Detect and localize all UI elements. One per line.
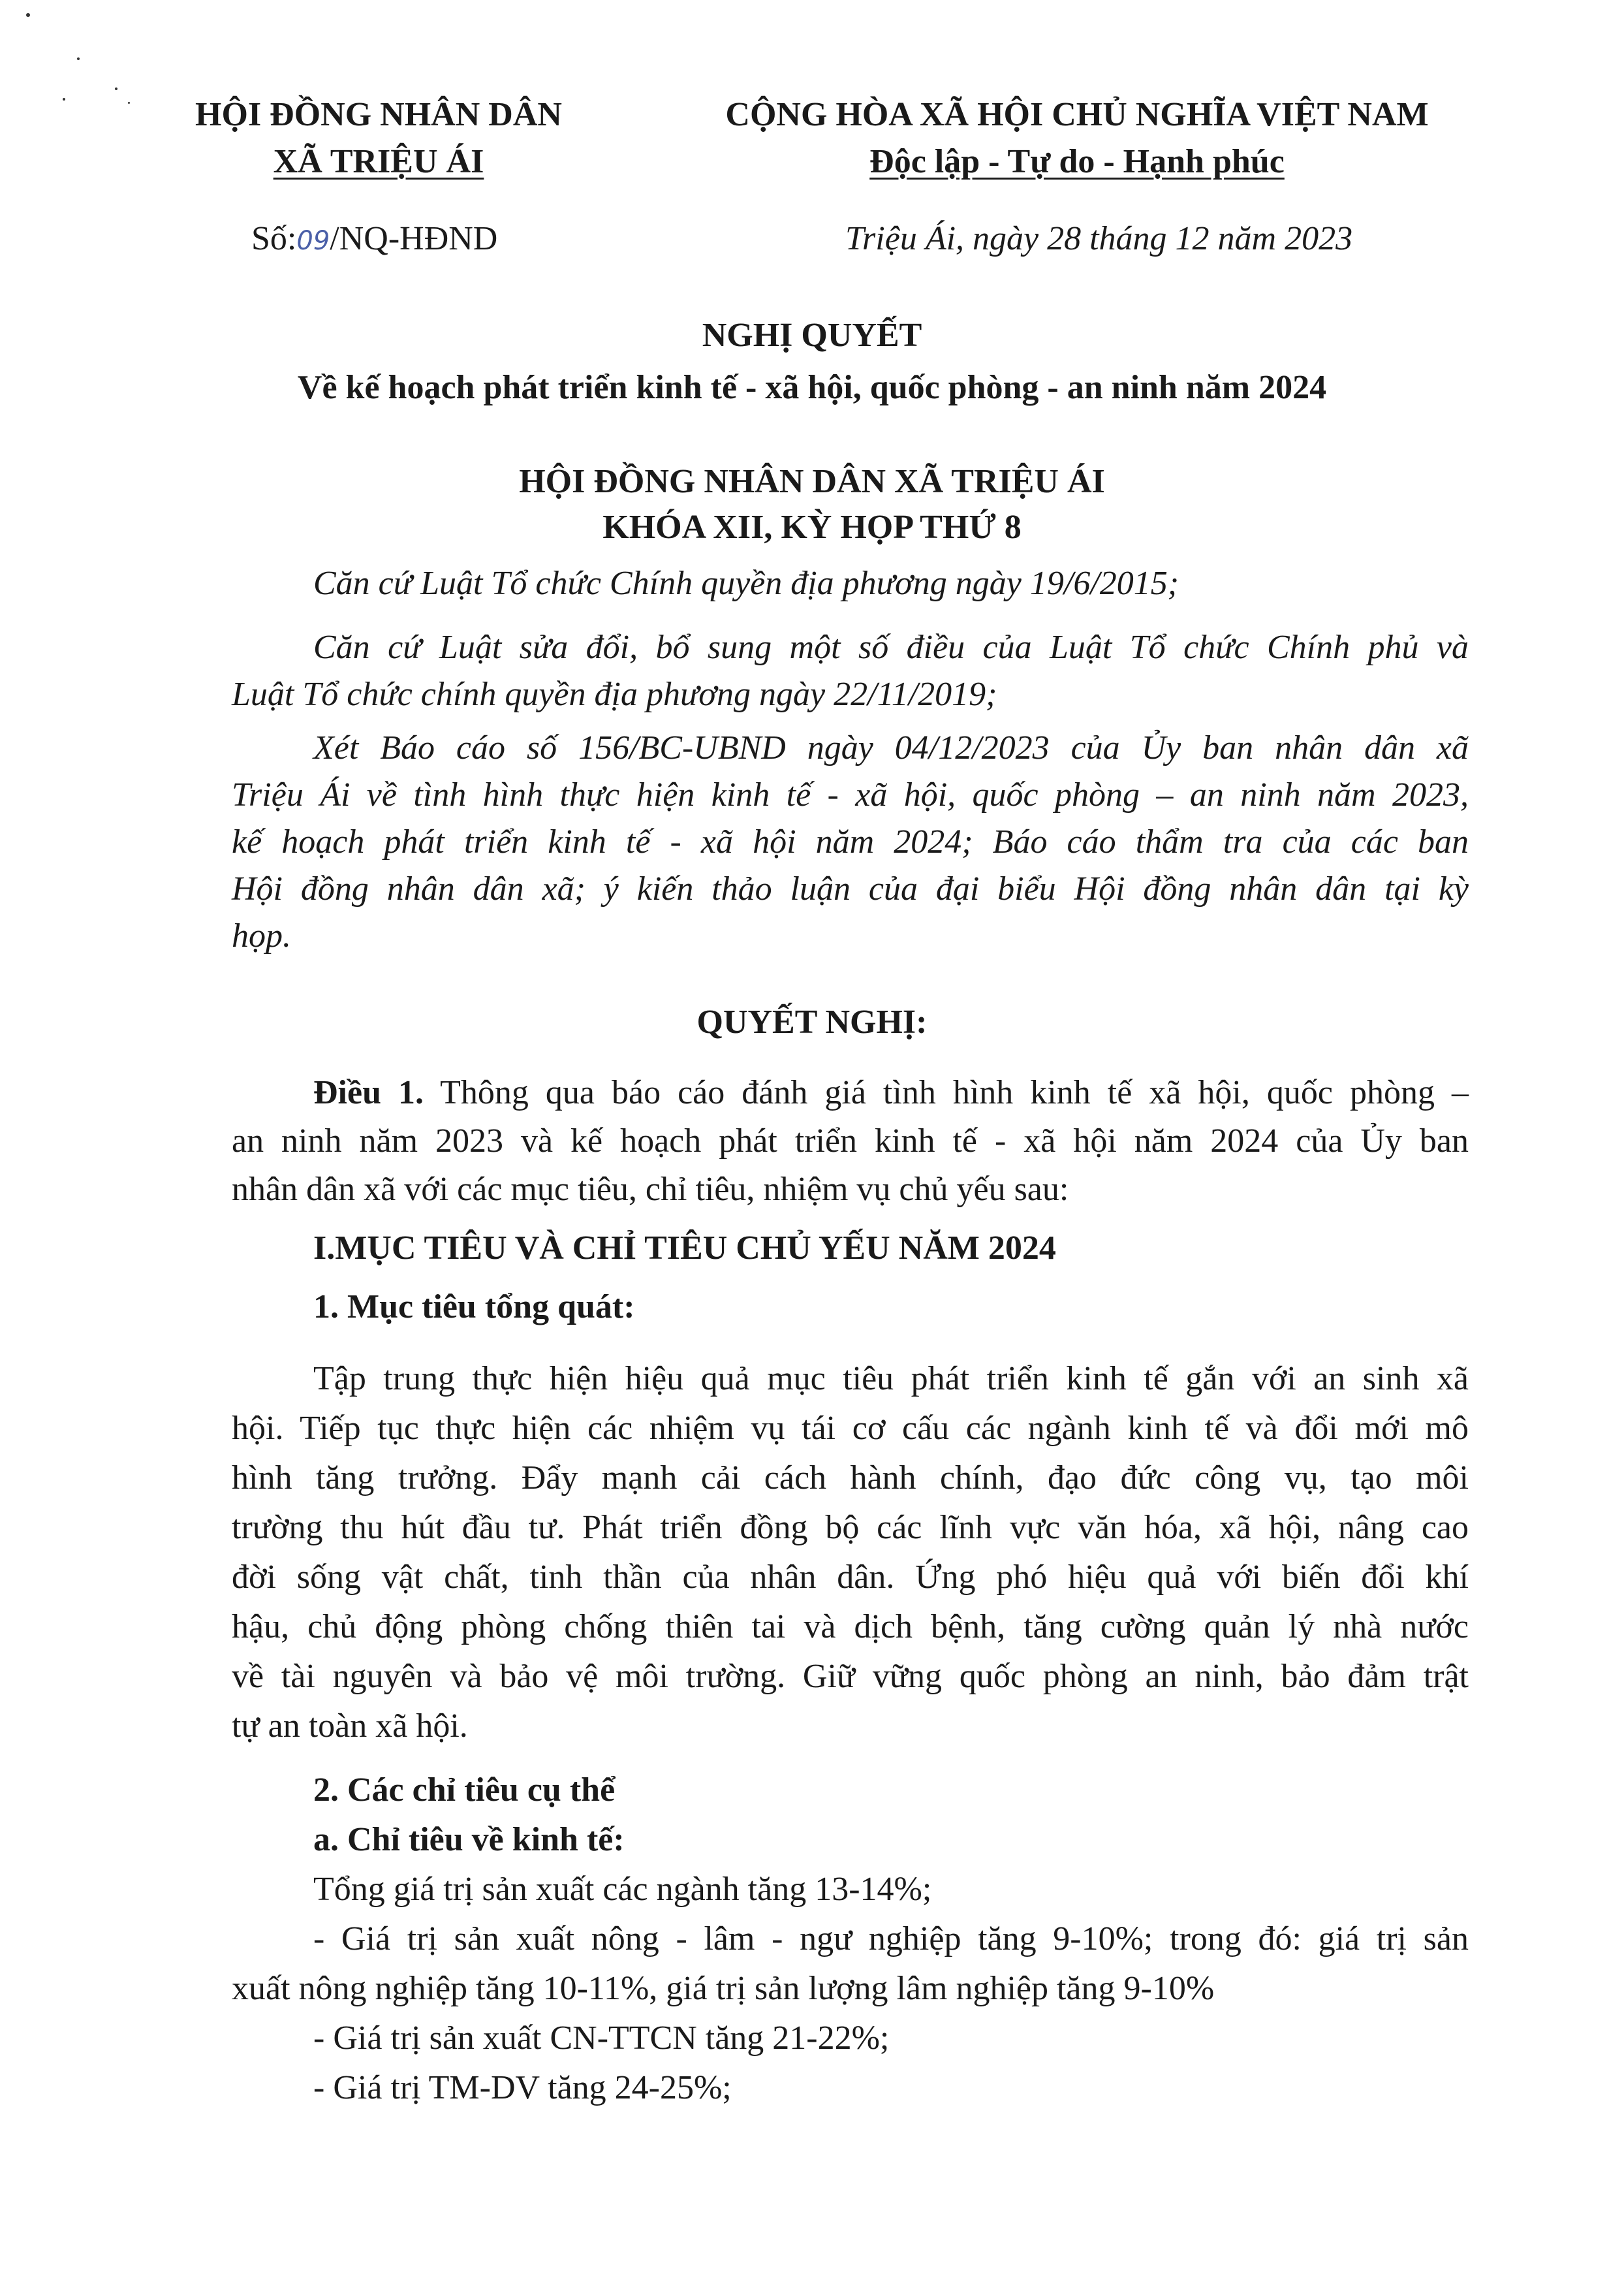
- country-name: CỘNG HÒA XÃ HỘI CHỦ NGHĨA VIỆT NAM: [725, 96, 1429, 133]
- subsection-2a-heading: a. Chỉ tiêu về kinh tế:: [313, 1821, 625, 1858]
- general-goal-line: trường thu hút đầu tư. Phát triển đồng bộ các lĩnh vực văn hóa, xã hội, nâng cao: [232, 1509, 1469, 1546]
- economic-target-line: - Giá trị sản xuất nông - lâm - ngư nghiệp tăng 9-10%; trong đó: giá trị sản: [313, 1920, 1469, 1957]
- place-date: Triệu Ái, ngày 28 tháng 12 năm 2023: [845, 220, 1353, 257]
- economic-target-line: Tổng giá trị sản xuất các ngành tăng 13-14%;: [313, 1871, 932, 1908]
- section-1-heading: I.MỤC TIÊU VÀ CHỈ TIÊU CHỦ YẾU NĂM 2024: [313, 1229, 1056, 1267]
- preamble-line: Hội đồng nhân dân xã; ý kiến thảo luận của đại biểu Hội đồng nhân dân tại kỳ: [232, 870, 1469, 908]
- issuing-body: [163, 91, 594, 185]
- preamble-line: Triệu Ái về tình hình thực hiện kinh tế - xã hội, quốc phòng – an ninh năm 2023,: [232, 776, 1469, 814]
- general-goal-line: hội. Tiếp tục thực hiện các nhiệm vụ tái cơ cấu các ngành kinh tế và đổi mới mô: [232, 1410, 1469, 1447]
- motto: Độc lập - Tự do - Hạnh phúc: [869, 143, 1285, 180]
- general-goal-line: về tài nguyên và bảo vệ môi trường. Giữ vững quốc phòng an ninh, bảo đảm trật: [232, 1658, 1469, 1695]
- preamble-line: Căn cứ Luật Tổ chức Chính quyền địa phương ngày 19/6/2015;: [313, 565, 1179, 602]
- general-goal-line: hậu, chủ động phòng chống thiên tai và dịch bệnh, tăng cường quản lý nhà nước: [232, 1608, 1469, 1645]
- general-goal-line: đời sống vật chất, tinh thần của nhân dân. Ứng phó hiệu quả với biến đổi khí: [232, 1559, 1469, 1596]
- issuing-body-line1: HỘI ĐỒNG NHÂN DÂN: [195, 96, 562, 133]
- document-subject: Về kế hoạch phát triển kinh tế - xã hội, quốc phòng - an ninh năm 2024: [297, 369, 1327, 406]
- handwritten-number: 09: [296, 226, 330, 256]
- scan-speck: [77, 57, 80, 60]
- article-1-line: Điều 1. Thông qua báo cáo đánh giá tình hình kinh tế xã hội, quốc phòng –: [313, 1074, 1469, 1111]
- economic-target-line: - Giá trị sản xuất CN-TTCN tăng 21-22%;: [313, 2019, 890, 2057]
- council-name: HỘI ĐỒNG NHÂN DÂN XÃ TRIỆU ÁI: [519, 463, 1105, 500]
- preamble-line: Luật Tổ chức chính quyền địa phương ngày 22/11/2019;: [232, 676, 997, 713]
- national-motto: [698, 91, 1456, 185]
- economic-target-line: - Giá trị TM-DV tăng 24-25%;: [313, 2069, 732, 2106]
- article-1-line: nhân dân xã với các mục tiêu, chỉ tiêu, nhiệm vụ chủ yếu sau:: [232, 1171, 1069, 1208]
- subsection-1-heading: 1. Mục tiêu tổng quát:: [313, 1288, 635, 1325]
- preamble-line: Căn cứ Luật sửa đổi, bổ sung một số điều của Luật Tổ chức Chính phủ và: [313, 629, 1469, 666]
- general-goal-line: Tập trung thực hiện hiệu quả mục tiêu phát triển kinh tế gắn với an sinh xã: [313, 1360, 1469, 1397]
- general-goal-line: hình tăng trưởng. Đẩy mạnh cải cách hành chính, đạo đức công vụ, tạo môi: [232, 1459, 1469, 1496]
- scan-speck: [128, 102, 130, 104]
- issuing-body-line2: XÃ TRIỆU ÁI: [273, 143, 484, 180]
- preamble-line: họp.: [232, 917, 291, 955]
- article-1-line: an ninh năm 2023 và kế hoạch phát triển kinh tế - xã hội năm 2024 của Ủy ban: [232, 1122, 1469, 1160]
- scan-speck: [115, 87, 117, 90]
- economic-target-line: xuất nông nghiệp tăng 10-11%, giá trị sản lượng lâm nghiệp tăng 9-10%: [232, 1970, 1215, 2007]
- preamble-line: kế hoạch phát triển kinh tế - xã hội năm 2024; Báo cáo thẩm tra của các ban: [232, 823, 1469, 861]
- scan-speck: [26, 13, 30, 17]
- general-goal-line: tự an toàn xã hội.: [232, 1707, 468, 1745]
- article-1-label: Điều 1.: [313, 1074, 424, 1111]
- document-number: Số:09/NQ-HĐND: [251, 220, 498, 257]
- scan-speck: [63, 98, 65, 101]
- preamble-line: Xét Báo cáo số 156/BC-UBND ngày 04/12/2023 của Ủy ban nhân dân xã: [313, 729, 1469, 767]
- decision-heading: QUYẾT NGHỊ:: [696, 1004, 928, 1041]
- subsection-2-heading: 2. Các chỉ tiêu cụ thể: [313, 1771, 616, 1809]
- session-name: KHÓA XII, KỲ HỌP THỨ 8: [602, 509, 1022, 546]
- document-type: NGHỊ QUYẾT: [702, 317, 922, 354]
